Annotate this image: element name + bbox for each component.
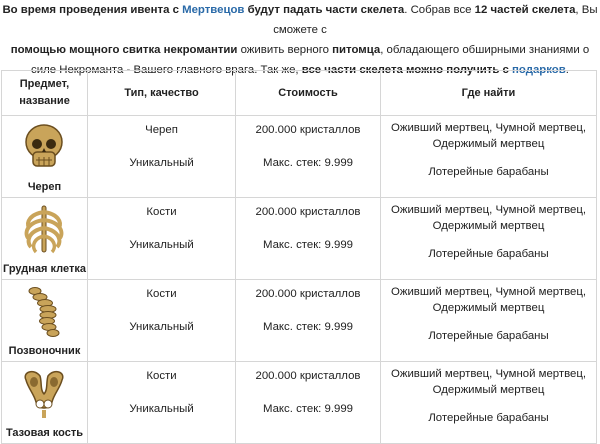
ribcage-icon (20, 204, 68, 256)
where-monsters: Оживший мертвец, Чумной мертвец, Одержимый мертвец (390, 122, 587, 150)
item-cell (2, 198, 88, 280)
item-stack: Макс. стек: 9.999 (262, 239, 354, 251)
item-stack: Макс. стек: 9.999 (262, 321, 354, 333)
table-row (2, 198, 597, 280)
item-type: Череп (145, 124, 178, 136)
where-cell (381, 280, 597, 362)
pelvis-icon (20, 368, 68, 420)
item-name: Грудная клетка (3, 263, 86, 275)
where-lottery: Лотерейные барабаны (428, 248, 549, 260)
item-cell (2, 362, 88, 444)
cost-cell (236, 362, 381, 444)
items-table (1, 70, 597, 444)
item-quality: Уникальный (129, 157, 194, 169)
intro-bold: все части скелета можно получить с (301, 64, 509, 76)
where-monsters: Оживший мертвец, Чумной мертвец, Одержимый мертвец (390, 204, 587, 232)
where-monsters: Оживший мертвец, Чумной мертвец, Одержимый мертвец (390, 286, 587, 314)
where-lottery: Лотерейные барабаны (428, 412, 549, 424)
intro-text: Во время проведения ивента с (2, 4, 183, 16)
item-cell (2, 116, 88, 198)
skull-icon (20, 122, 68, 174)
item-stack: Макс. стек: 9.999 (262, 403, 354, 415)
intro-bold: помощью мощного свитка некромантии (10, 44, 238, 56)
item-quality: Уникальный (129, 321, 194, 333)
where-lottery: Лотерейные барабаны (428, 330, 549, 342)
where-lottery: Лотерейные барабаны (428, 166, 549, 178)
item-cost: 200.000 кристаллов (255, 124, 361, 136)
item-cost: 200.000 кристаллов (255, 206, 361, 218)
table-row (2, 116, 597, 198)
header-item: Предмет, название (2, 71, 88, 116)
intro-text: . (565, 64, 569, 76)
item-quality: Уникальный (129, 239, 194, 251)
item-cost: 200.000 кристаллов (255, 370, 361, 382)
where-cell (381, 198, 597, 280)
item-type: Кости (146, 370, 177, 382)
item-name: Тазовая кость (5, 427, 84, 439)
item-type: Кости (146, 288, 177, 300)
intro-text: , Вы сможете с (273, 4, 598, 36)
item-cost: 200.000 кристаллов (255, 288, 361, 300)
where-monsters: Оживший мертвец, Чумной мертвец, Одержимый мертвец (390, 368, 587, 396)
header-cost: Стоимость (236, 71, 381, 116)
header-where: Где найти (381, 71, 597, 116)
cost-cell (236, 116, 381, 198)
where-cell (381, 362, 597, 444)
cost-cell (236, 280, 381, 362)
intro-bold: питомца (332, 44, 381, 56)
cost-cell (236, 198, 381, 280)
item-name: Позвоночник (8, 345, 81, 357)
intro-paragraph (0, 0, 600, 76)
type-cell (88, 116, 236, 198)
link-dead[interactable]: Мертвецов (182, 4, 245, 16)
intro-text: будут падать части скелета (244, 4, 405, 16)
intro-text: оживить верного (237, 44, 333, 56)
table-row (2, 280, 597, 362)
item-type: Кости (146, 206, 177, 218)
type-cell (88, 362, 236, 444)
type-cell (88, 280, 236, 362)
header-type: Тип, качество (88, 71, 236, 116)
intro-text: , обладающего обширными знаниями о силе Некроманта - Вашего главного врага. Так же, (31, 44, 590, 76)
table-row (2, 362, 597, 444)
item-quality: Уникальный (129, 403, 194, 415)
link-gifts[interactable]: подарков (512, 64, 566, 76)
item-cell (2, 280, 88, 362)
spine-icon (20, 286, 68, 338)
table-header-row (2, 71, 597, 116)
where-cell (381, 116, 597, 198)
item-name: Череп (27, 181, 62, 193)
intro-bold: 12 частей скелета (474, 4, 576, 16)
item-stack: Макс. стек: 9.999 (262, 157, 354, 169)
type-cell (88, 198, 236, 280)
intro-text: . Собрав все (404, 4, 475, 16)
